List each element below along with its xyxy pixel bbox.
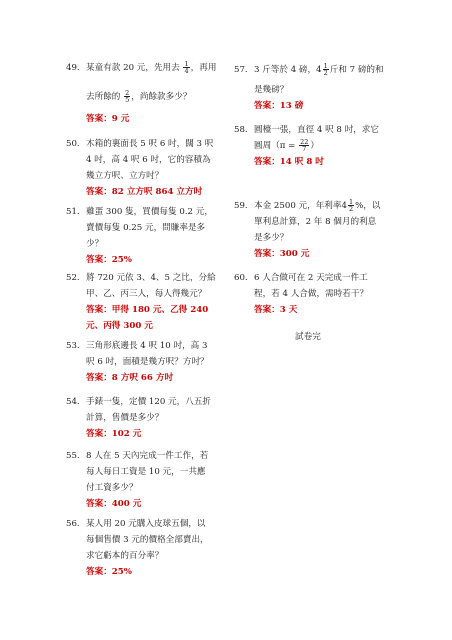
question-line: [86, 548, 163, 564]
text-segment: 圓檯一張，直徑 4 呎 8 吋，求它: [254, 125, 379, 135]
question-number: 55.: [66, 451, 80, 461]
text-segment: 幾立方呎、立方吋？: [86, 171, 164, 181]
fraction-denominator: 5: [125, 96, 130, 104]
fraction-numerator: 1: [348, 197, 354, 206]
text-segment: ，尚餘款多少？: [131, 92, 192, 102]
text-segment: 6 人合做可在 2 天完成一件工: [254, 273, 368, 283]
question-line: [86, 480, 138, 496]
answer-text: 答案：3 天: [254, 305, 298, 315]
question-number: 54.: [66, 397, 80, 407]
text-segment: 本金 2500 元，年利率4: [254, 201, 347, 211]
answer-text: 答案：25%: [86, 567, 132, 577]
question-line: [254, 270, 368, 286]
fraction-numerator: 2: [125, 88, 130, 97]
text-segment: 8 人在 5 天內完成一件工作，若: [86, 451, 209, 461]
text-segment: 計算，售價是多少？: [86, 413, 164, 423]
answer-text: 答案：25%: [86, 255, 132, 265]
question-line: [254, 138, 319, 154]
question-line: [254, 286, 368, 302]
text-segment: ，再用: [190, 63, 217, 73]
text-segment: 三角形底邊長 4 呎 10 吋，高 3: [86, 341, 208, 351]
text-segment: 每個售價 3 元的價格全部賣出，: [86, 535, 209, 545]
answer-text: 答案：400 元: [86, 499, 142, 509]
text-segment: 將 720 元依 3、4、5 之比，分給: [86, 273, 216, 283]
text-segment: 3 斤等於 4 磅，4: [254, 65, 322, 75]
text-segment: 斤和 7 磅的和: [329, 65, 384, 75]
fraction: [323, 63, 329, 77]
text-segment: 是多少？: [254, 233, 289, 243]
text-segment: 賣價每隻 0.25 元，問賺率是多: [86, 223, 206, 233]
question-line: [86, 338, 207, 354]
question-line: [254, 214, 376, 230]
fraction-denominator: 7: [302, 145, 307, 153]
question-line: [86, 532, 209, 548]
question-line: [86, 89, 191, 105]
text-segment: 少？: [86, 239, 104, 249]
question-line: [86, 270, 216, 286]
question-line: [254, 62, 384, 78]
text-segment: 呎 6 吋，面積是幾方呎？方吋？: [86, 357, 209, 367]
question-line: [86, 236, 103, 252]
text-segment: 甲、乙、丙三人，每人得幾元？: [86, 289, 207, 299]
text-segment: 某童有款 20 元，先用去: [86, 63, 183, 73]
fraction: [124, 90, 130, 104]
question-line: [254, 230, 288, 246]
question-line: [86, 286, 206, 302]
question-number: 59.: [234, 201, 248, 211]
question-number: 51.: [66, 207, 80, 217]
fraction: [348, 199, 354, 213]
question-number: 56.: [66, 519, 80, 529]
answer-text: 答案：9 元: [86, 114, 130, 124]
fraction-denominator: 2: [348, 205, 354, 213]
question-number: 57.: [234, 65, 248, 75]
question-line: [86, 354, 209, 370]
answer-text: 答案：14 呎 8 吋: [254, 157, 324, 167]
text-segment: 手錶一隻，定價 120 元，八五折: [86, 397, 211, 407]
answer-text: 答案：8 方呎 66 方吋: [86, 373, 174, 383]
text-segment: %，以: [355, 201, 381, 211]
question-line: [254, 198, 380, 214]
question-line: [86, 204, 213, 220]
text-segment: 求它虧本的百分率？: [86, 551, 164, 561]
fraction-numerator: 1: [184, 59, 189, 68]
question-line: [86, 168, 163, 184]
text-segment: 4 吋，高 4 呎 6 吋，它的容積為: [86, 155, 211, 165]
text-segment: ）: [310, 141, 319, 151]
question-line: [86, 152, 211, 168]
question-line: [86, 448, 208, 464]
text-segment: 木箱的裏面長 5 呎 6 吋，闊 3 呎: [86, 139, 214, 149]
question-line: [86, 464, 206, 480]
question-number: 52.: [66, 273, 80, 283]
question-line: [86, 220, 205, 236]
fraction: [299, 139, 309, 153]
text-segment: 圓周（π =: [254, 141, 299, 151]
text-segment: 每人每日工資是 10 元，一共應: [86, 467, 206, 477]
fraction: [183, 61, 189, 75]
question-line: [254, 122, 379, 138]
question-number: 58.: [234, 125, 248, 135]
question-line: [86, 410, 163, 426]
text-segment: 某人用 20 元購入皮球五個，以: [86, 519, 206, 529]
text-segment: 是幾磅？: [254, 85, 289, 95]
question-number: 60.: [234, 273, 248, 283]
text-segment: 付工資多少？: [86, 483, 138, 493]
answer-text: 答案：300 元: [254, 249, 310, 259]
question-line: [86, 394, 211, 410]
text-segment: 去所餘的: [86, 92, 124, 102]
answer-text: 答案：甲得 180 元、乙得 240: [86, 305, 209, 315]
answer-text: 答案：102 元: [86, 429, 142, 439]
fraction-numerator: 22: [300, 137, 309, 146]
question-line: [86, 136, 213, 152]
answer-text: 答案：13 磅: [254, 101, 304, 111]
answer-text: 元、丙得 300 元: [86, 321, 153, 331]
fraction-numerator: 1: [323, 61, 328, 70]
text-segment: 單利息計算，2 年 8 個月的利息: [254, 217, 377, 227]
question-number: 49.: [66, 63, 80, 73]
question-number: 53.: [66, 341, 80, 351]
fraction-denominator: 2: [323, 69, 328, 77]
text-segment: 程，若 4 人合做，需時若干？: [254, 289, 369, 299]
question-line: [86, 60, 216, 76]
text-segment: 雞蛋 300 隻，買價每隻 0.2 元，: [86, 207, 213, 217]
answer-text: 答案：82 立方呎 864 立方吋: [86, 187, 203, 197]
question-number: 50.: [66, 139, 80, 149]
question-line: [86, 516, 206, 532]
fraction-denominator: 4: [184, 67, 189, 75]
question-line: [254, 82, 288, 98]
end-of-paper: 試卷完: [295, 332, 321, 342]
